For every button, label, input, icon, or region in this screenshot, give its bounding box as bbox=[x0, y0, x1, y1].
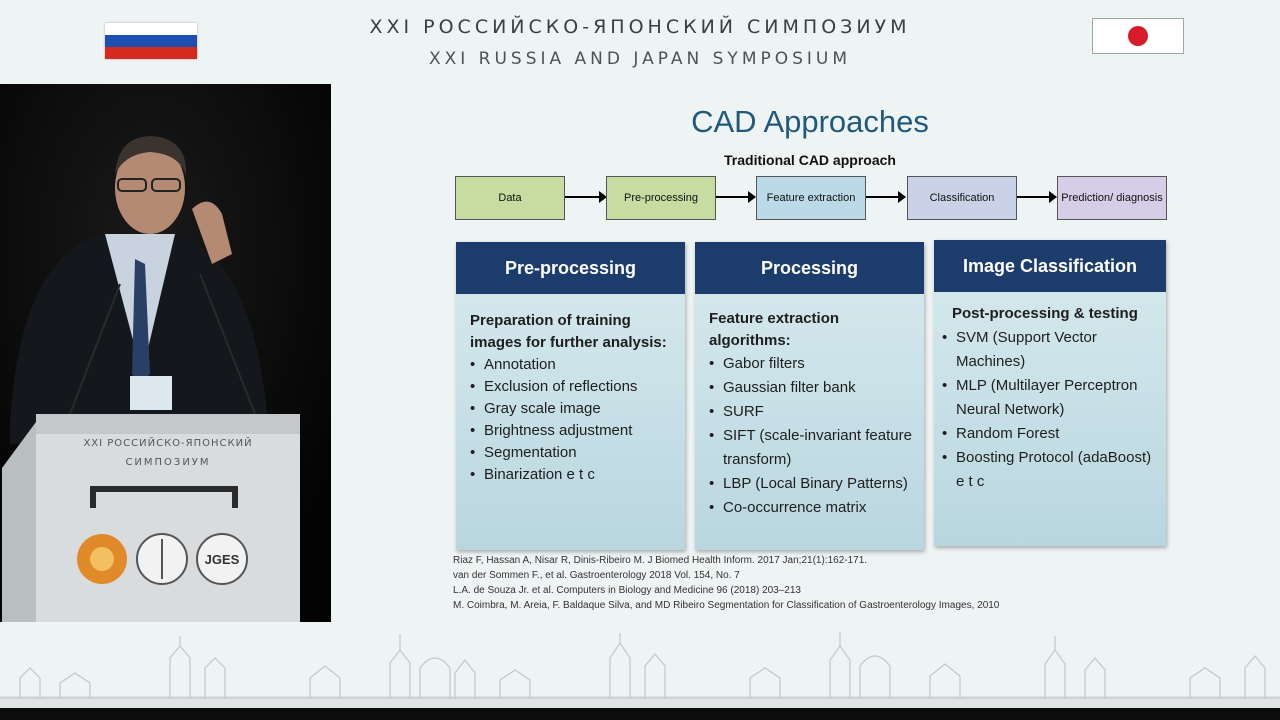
flow-arrow-icon bbox=[1017, 196, 1051, 198]
reference-line: Riaz F, Hassan A, Nisar R, Dinis-Ribeiro M. J Biomed Health Inform. 2017 Jan;21(1):162-171. bbox=[453, 555, 868, 566]
reference-line: L.A. de Souza Jr. et al. Computers in Biology and Medicine 96 (2018) 203–213 bbox=[453, 585, 801, 596]
list-item: • Binarization e t c bbox=[470, 464, 677, 486]
list-item: • SURF bbox=[709, 400, 916, 424]
column-image-classification bbox=[934, 240, 1166, 546]
flow-arrow-icon bbox=[716, 196, 750, 198]
russia-flag-icon bbox=[105, 23, 197, 59]
list-item: • Random Forest bbox=[942, 422, 1158, 446]
jges-logo-text: JGES bbox=[204, 552, 240, 567]
list-item: • Boosting Protocol (adaBoost) e t c bbox=[942, 446, 1158, 494]
list-item: • Gaussian filter bank bbox=[709, 376, 916, 400]
reference-line: M. Coimbra, M. Areia, F. Baldaque Silva, and MD Ribeiro Segmentation for Classification of Gastroenterology Images, 2010 bbox=[453, 600, 1000, 611]
flow-box-data: Data bbox=[455, 176, 565, 220]
list-item: • SIFT (scale-invariant feature transform) bbox=[709, 424, 916, 472]
column-intro: Post-processing & testing bbox=[952, 305, 1138, 322]
column-title: Pre-processing bbox=[456, 242, 685, 294]
list-item: • Gray scale image bbox=[470, 398, 677, 420]
flow-arrow-icon bbox=[866, 196, 900, 198]
podium-text-line1: XXI РОССИЙСКО-ЯПОНСКИЙ bbox=[83, 438, 253, 449]
references bbox=[453, 553, 999, 613]
column-processing bbox=[695, 242, 924, 550]
header-title-en: XXI RUSSIA AND JAPAN SYMPOSIUM bbox=[428, 49, 852, 69]
column-intro: Preparation of training images for further analysis: bbox=[470, 312, 667, 351]
slide-title: CAD Approaches bbox=[691, 104, 929, 139]
list-item: • Brightness adjustment bbox=[470, 420, 677, 442]
list-item: • Gabor filters bbox=[709, 352, 916, 376]
column-preprocessing bbox=[456, 242, 685, 550]
column-title: Processing bbox=[695, 242, 924, 294]
list-item: • Exclusion of reflections bbox=[470, 376, 677, 398]
list-item: • Co-occurrence matrix bbox=[709, 496, 916, 520]
flow-title: Traditional CAD approach bbox=[724, 152, 896, 168]
japan-flag-icon bbox=[1092, 18, 1184, 54]
reference-line: van der Sommen F., et al. Gastroenterology 2018 Vol. 154, No. 7 bbox=[453, 570, 740, 581]
column-intro: Feature extraction algorithms: bbox=[709, 310, 840, 349]
list-item: • Annotation bbox=[470, 354, 677, 376]
kremlin-skyline-decoration bbox=[0, 628, 1280, 708]
flow-box-preprocessing: Pre-processing bbox=[606, 176, 716, 220]
list-item: • SVM (Support Vector Machines) bbox=[942, 326, 1158, 374]
speaker-scene bbox=[0, 84, 331, 622]
flow-box-classification: Classification bbox=[907, 176, 1017, 220]
list-item: • Segmentation bbox=[470, 442, 677, 464]
flow-box-prediction: Prediction/ diagnosis bbox=[1057, 176, 1167, 220]
column-title: Image Classification bbox=[934, 240, 1166, 292]
list-item: • MLP (Multilayer Perceptron Neural Network) bbox=[942, 374, 1158, 422]
podium-text-line2: СИМПОЗИУМ bbox=[125, 457, 211, 468]
header-title-ru: XXI РОССИЙСКО-ЯПОНСКИЙ СИМПОЗИУМ bbox=[369, 16, 911, 38]
flow-arrow-icon bbox=[565, 196, 601, 198]
speaker-video bbox=[0, 84, 331, 622]
list-item: • LBP (Local Binary Patterns) bbox=[709, 472, 916, 496]
flow-box-feature-extraction: Feature extraction bbox=[756, 176, 866, 220]
